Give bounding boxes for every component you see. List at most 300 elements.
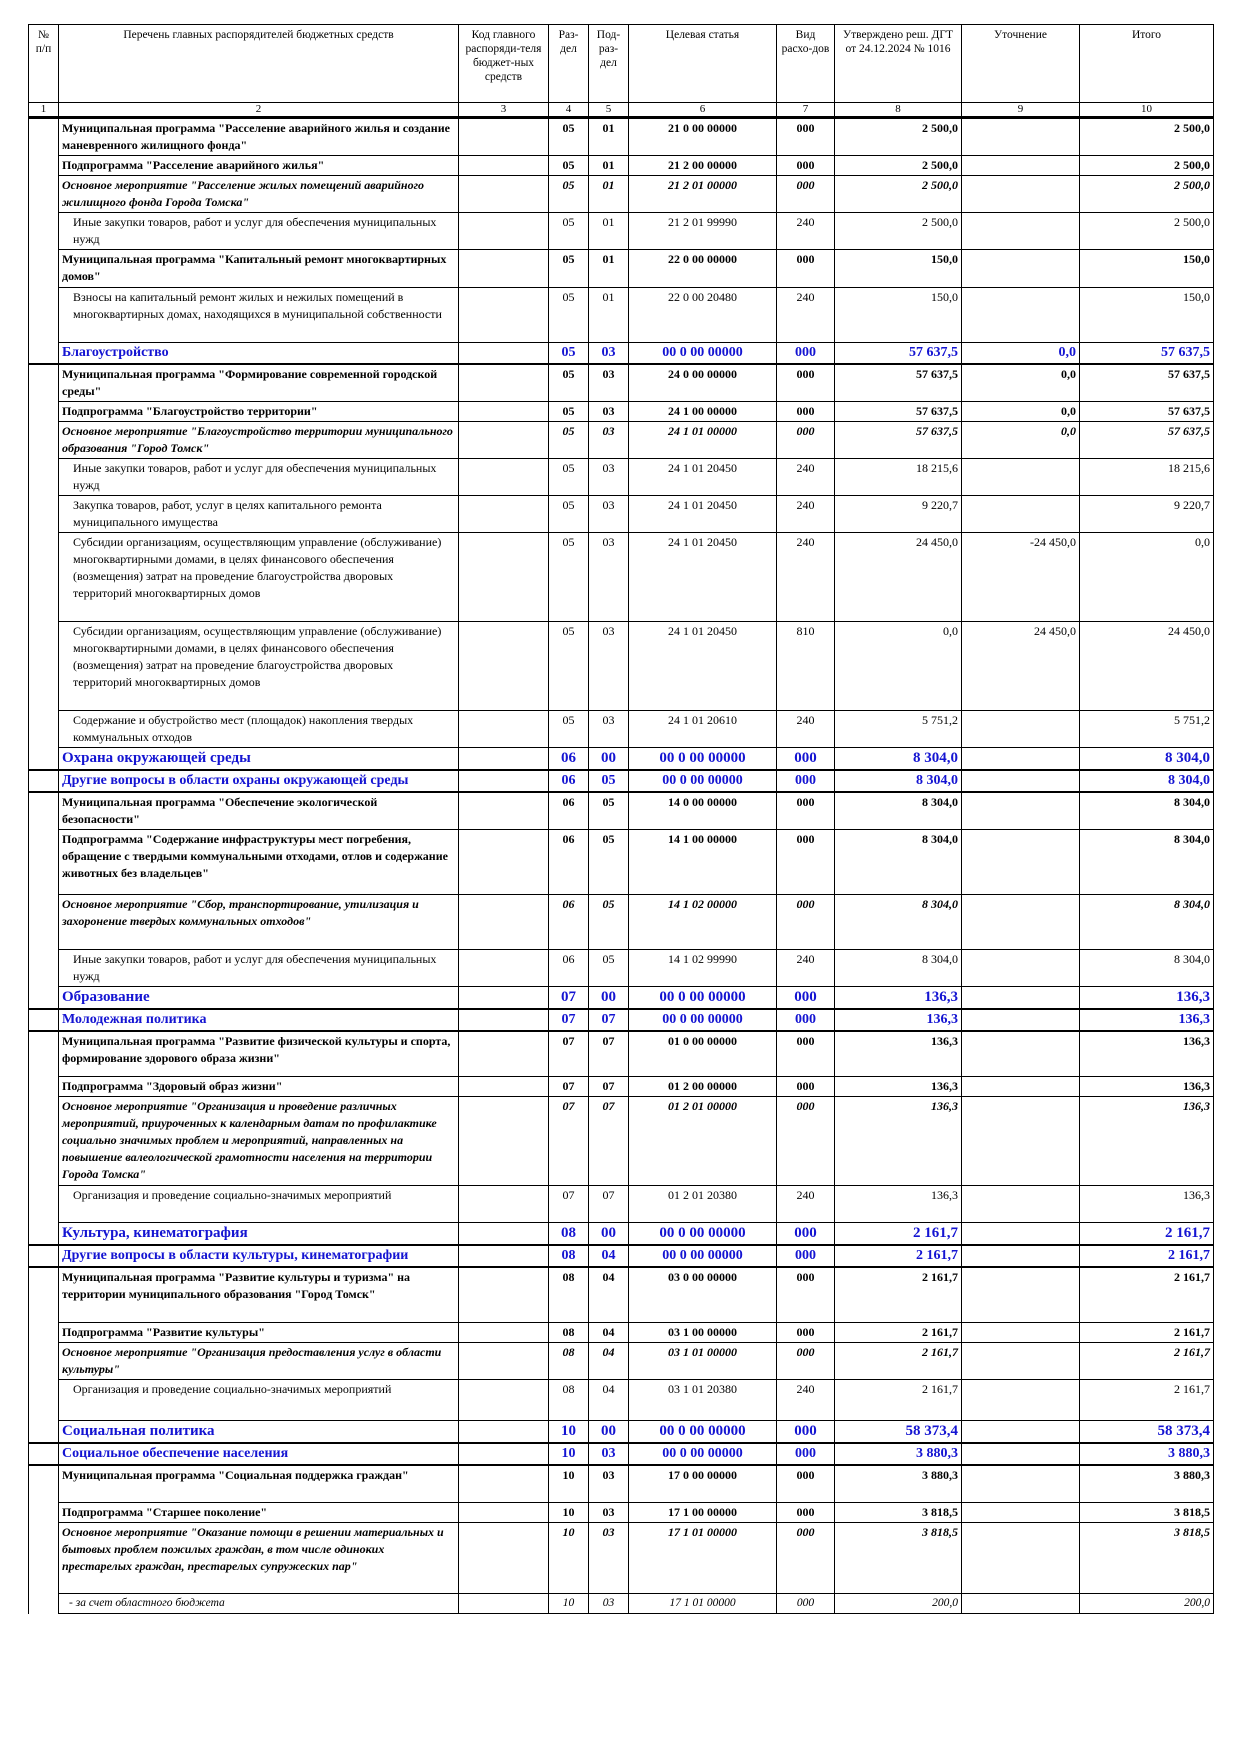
- row-razdel-cell: 08: [549, 1323, 589, 1343]
- row-number-cell: [29, 343, 59, 365]
- row-razdel-cell: 06: [549, 895, 589, 950]
- row-razdel-cell: 06: [549, 792, 589, 830]
- row-target-cell: 21 0 00 00000: [629, 118, 777, 156]
- row-expense-type-cell: 000: [777, 176, 835, 213]
- table-row: [29, 830, 1214, 895]
- row-podrazdel-cell: 04: [589, 1245, 629, 1267]
- row-total-cell: 200,0: [1080, 1594, 1214, 1614]
- table-row: [29, 1186, 1214, 1223]
- table-row: [29, 364, 1214, 402]
- row-target-cell: 00 0 00 00000: [629, 1443, 777, 1465]
- row-correction-cell: [962, 1267, 1080, 1323]
- row-correction-cell: [962, 1186, 1080, 1223]
- row-code-cell: [459, 770, 549, 792]
- budget-table: [28, 24, 1214, 1614]
- row-razdel-cell: 10: [549, 1421, 589, 1444]
- row-name-cell: - за счет областного бюджета: [59, 1594, 459, 1614]
- row-code-cell: [459, 402, 549, 422]
- row-number-cell: [29, 288, 59, 343]
- table-row: [29, 156, 1214, 176]
- row-name-cell: Подпрограмма "Развитие культуры": [59, 1323, 459, 1343]
- row-correction-cell: [962, 288, 1080, 343]
- row-approved-cell: 136,3: [835, 1077, 962, 1097]
- row-podrazdel-cell: 03: [589, 1443, 629, 1465]
- row-razdel-cell: 06: [549, 748, 589, 771]
- row-correction-cell: [962, 118, 1080, 156]
- row-target-cell: 17 1 01 00000: [629, 1594, 777, 1614]
- row-razdel-cell: 06: [549, 830, 589, 895]
- row-razdel-cell: 05: [549, 711, 589, 748]
- row-approved-cell: 18 215,6: [835, 459, 962, 496]
- table-row: [29, 622, 1214, 711]
- row-code-cell: [459, 950, 549, 987]
- row-target-cell: 00 0 00 00000: [629, 748, 777, 771]
- row-razdel-cell: 08: [549, 1343, 589, 1380]
- row-expense-type-cell: 000: [777, 1245, 835, 1267]
- row-approved-cell: 9 220,7: [835, 496, 962, 533]
- row-code-cell: [459, 987, 549, 1010]
- row-correction-cell: 0,0: [962, 364, 1080, 402]
- row-number-cell: [29, 1443, 59, 1465]
- row-number-cell: [29, 364, 59, 402]
- col-header-approved: Утверждено реш. ДГТ от 24.12.2024 № 1016: [835, 25, 962, 103]
- table-row: [29, 792, 1214, 830]
- row-number-cell: [29, 1245, 59, 1267]
- row-code-cell: [459, 1323, 549, 1343]
- row-name-cell: Муниципальная программа "Развитие культуры и туризма" на территории муниципального образования "Город Томск": [59, 1267, 459, 1323]
- row-correction-cell: [962, 1031, 1080, 1077]
- row-number-cell: [29, 1594, 59, 1614]
- row-total-cell: 8 304,0: [1080, 950, 1214, 987]
- table-row: [29, 343, 1214, 365]
- row-expense-type-cell: 000: [777, 770, 835, 792]
- row-total-cell: 58 373,4: [1080, 1421, 1214, 1444]
- row-razdel-cell: 07: [549, 1186, 589, 1223]
- row-expense-type-cell: 000: [777, 1503, 835, 1523]
- table-row: [29, 288, 1214, 343]
- row-target-cell: 14 1 02 99990: [629, 950, 777, 987]
- row-code-cell: [459, 1223, 549, 1246]
- row-number-cell: [29, 748, 59, 771]
- row-razdel-cell: 05: [549, 364, 589, 402]
- row-podrazdel-cell: 04: [589, 1267, 629, 1323]
- row-correction-cell: [962, 830, 1080, 895]
- table-row: [29, 987, 1214, 1010]
- row-number-cell: [29, 622, 59, 711]
- table-row: [29, 459, 1214, 496]
- row-target-cell: 00 0 00 00000: [629, 1223, 777, 1246]
- col-number: 5: [589, 103, 629, 118]
- row-name-cell: Подпрограмма "Благоустройство территории": [59, 402, 459, 422]
- row-correction-cell: [962, 459, 1080, 496]
- row-correction-cell: [962, 496, 1080, 533]
- row-razdel-cell: 10: [549, 1594, 589, 1614]
- row-correction-cell: [962, 1421, 1080, 1444]
- row-name-cell: Подпрограмма "Расселение аварийного жилья": [59, 156, 459, 176]
- row-correction-cell: [962, 1465, 1080, 1503]
- row-target-cell: 03 1 00 00000: [629, 1323, 777, 1343]
- row-total-cell: 3 880,3: [1080, 1465, 1214, 1503]
- row-podrazdel-cell: 01: [589, 213, 629, 250]
- row-total-cell: 8 304,0: [1080, 748, 1214, 771]
- row-total-cell: 2 161,7: [1080, 1343, 1214, 1380]
- row-number-cell: [29, 830, 59, 895]
- row-correction-cell: [962, 895, 1080, 950]
- row-podrazdel-cell: 03: [589, 1503, 629, 1523]
- row-code-cell: [459, 533, 549, 622]
- row-podrazdel-cell: 00: [589, 987, 629, 1010]
- row-correction-cell: 0,0: [962, 343, 1080, 365]
- row-correction-cell: [962, 1343, 1080, 1380]
- row-target-cell: 01 2 00 00000: [629, 1077, 777, 1097]
- col-number: 3: [459, 103, 549, 118]
- row-razdel-cell: 05: [549, 343, 589, 365]
- col-header-podrazdel: Под-раз-дел: [589, 25, 629, 103]
- row-podrazdel-cell: 04: [589, 1343, 629, 1380]
- row-podrazdel-cell: 03: [589, 422, 629, 459]
- row-razdel-cell: 06: [549, 770, 589, 792]
- row-razdel-cell: 05: [549, 176, 589, 213]
- row-target-cell: 17 1 01 00000: [629, 1523, 777, 1594]
- row-approved-cell: 2 500,0: [835, 176, 962, 213]
- row-correction-cell: [962, 156, 1080, 176]
- table-row: [29, 1009, 1214, 1031]
- row-expense-type-cell: 240: [777, 533, 835, 622]
- row-podrazdel-cell: 00: [589, 1421, 629, 1444]
- row-name-cell: Основное мероприятие "Организация предоставления услуг в области культуры": [59, 1343, 459, 1380]
- row-code-cell: [459, 1267, 549, 1323]
- row-total-cell: 136,3: [1080, 1097, 1214, 1186]
- row-target-cell: 22 0 00 00000: [629, 250, 777, 288]
- table-row: [29, 213, 1214, 250]
- row-correction-cell: 0,0: [962, 422, 1080, 459]
- header-row: [29, 25, 1214, 103]
- row-target-cell: 24 1 01 20610: [629, 711, 777, 748]
- row-code-cell: [459, 1503, 549, 1523]
- budget-table-sheet: [28, 24, 1213, 1614]
- row-number-cell: [29, 1031, 59, 1077]
- row-podrazdel-cell: 03: [589, 1594, 629, 1614]
- row-total-cell: 2 500,0: [1080, 156, 1214, 176]
- row-target-cell: 21 2 01 99990: [629, 213, 777, 250]
- row-number-cell: [29, 1343, 59, 1380]
- row-total-cell: 136,3: [1080, 1077, 1214, 1097]
- row-total-cell: 136,3: [1080, 1186, 1214, 1223]
- row-correction-cell: [962, 1503, 1080, 1523]
- row-total-cell: 3 818,5: [1080, 1523, 1214, 1594]
- row-number-cell: [29, 1465, 59, 1503]
- row-code-cell: [459, 792, 549, 830]
- row-approved-cell: 8 304,0: [835, 792, 962, 830]
- row-correction-cell: [962, 250, 1080, 288]
- row-podrazdel-cell: 03: [589, 496, 629, 533]
- row-correction-cell: [962, 1594, 1080, 1614]
- row-approved-cell: 3 818,5: [835, 1523, 962, 1594]
- row-number-cell: [29, 1323, 59, 1343]
- row-approved-cell: 136,3: [835, 1031, 962, 1077]
- table-row: [29, 1380, 1214, 1421]
- row-podrazdel-cell: 00: [589, 1223, 629, 1246]
- row-expense-type-cell: 000: [777, 1443, 835, 1465]
- row-name-cell: Основное мероприятие "Благоустройство территории муниципального образования "Город Томск": [59, 422, 459, 459]
- row-total-cell: 2 161,7: [1080, 1323, 1214, 1343]
- row-name-cell: Основное мероприятие "Сбор, транспортирование, утилизация и захоронение твердых коммунальных отходов": [59, 895, 459, 950]
- row-approved-cell: 8 304,0: [835, 770, 962, 792]
- row-correction-cell: [962, 1009, 1080, 1031]
- row-number-cell: [29, 711, 59, 748]
- table-row: [29, 1267, 1214, 1323]
- row-number-cell: [29, 176, 59, 213]
- table-row: [29, 1245, 1214, 1267]
- row-podrazdel-cell: 07: [589, 1009, 629, 1031]
- row-name-cell: Основное мероприятие "Расселение жилых помещений аварийного жилищного фонда Города Томска": [59, 176, 459, 213]
- row-razdel-cell: 05: [549, 622, 589, 711]
- row-approved-cell: 150,0: [835, 288, 962, 343]
- row-razdel-cell: 05: [549, 118, 589, 156]
- col-header-code: Код главного распоряди-теля бюджет-ных средств: [459, 25, 549, 103]
- row-name-cell: Другие вопросы в области культуры, кинематографии: [59, 1245, 459, 1267]
- row-correction-cell: [962, 1380, 1080, 1421]
- row-podrazdel-cell: 07: [589, 1077, 629, 1097]
- row-razdel-cell: 05: [549, 156, 589, 176]
- row-approved-cell: 136,3: [835, 987, 962, 1010]
- row-total-cell: 136,3: [1080, 1031, 1214, 1077]
- row-approved-cell: 57 637,5: [835, 343, 962, 365]
- row-name-cell: Организация и проведение социально-значимых мероприятий: [59, 1186, 459, 1223]
- row-razdel-cell: 07: [549, 1077, 589, 1097]
- row-approved-cell: 57 637,5: [835, 402, 962, 422]
- row-name-cell: Образование: [59, 987, 459, 1010]
- row-code-cell: [459, 118, 549, 156]
- row-total-cell: 57 637,5: [1080, 402, 1214, 422]
- table-row: [29, 1223, 1214, 1246]
- row-correction-cell: [962, 1223, 1080, 1246]
- row-approved-cell: 8 304,0: [835, 748, 962, 771]
- row-total-cell: 2 161,7: [1080, 1267, 1214, 1323]
- row-razdel-cell: 08: [549, 1380, 589, 1421]
- row-target-cell: 24 1 01 20450: [629, 496, 777, 533]
- row-correction-cell: [962, 1443, 1080, 1465]
- row-podrazdel-cell: 03: [589, 533, 629, 622]
- row-approved-cell: 150,0: [835, 250, 962, 288]
- row-approved-cell: 0,0: [835, 622, 962, 711]
- row-total-cell: 57 637,5: [1080, 422, 1214, 459]
- table-row: [29, 770, 1214, 792]
- row-expense-type-cell: 240: [777, 288, 835, 343]
- row-number-cell: [29, 987, 59, 1010]
- row-number-cell: [29, 496, 59, 533]
- row-razdel-cell: 10: [549, 1465, 589, 1503]
- row-total-cell: 2 161,7: [1080, 1223, 1214, 1246]
- row-podrazdel-cell: 01: [589, 118, 629, 156]
- row-approved-cell: 136,3: [835, 1009, 962, 1031]
- row-total-cell: 8 304,0: [1080, 895, 1214, 950]
- col-header-name: Перечень главных распорядителей бюджетных средств: [59, 25, 459, 103]
- row-total-cell: 57 637,5: [1080, 343, 1214, 365]
- row-correction-cell: [962, 770, 1080, 792]
- row-approved-cell: 136,3: [835, 1186, 962, 1223]
- row-podrazdel-cell: 05: [589, 770, 629, 792]
- row-name-cell: Муниципальная программа "Развитие физической культуры и спорта, формирование здорового образа жизни": [59, 1031, 459, 1077]
- row-target-cell: 03 0 00 00000: [629, 1267, 777, 1323]
- row-razdel-cell: 07: [549, 987, 589, 1010]
- row-razdel-cell: 05: [549, 422, 589, 459]
- row-podrazdel-cell: 00: [589, 748, 629, 771]
- row-code-cell: [459, 1031, 549, 1077]
- row-total-cell: 2 500,0: [1080, 213, 1214, 250]
- row-total-cell: 24 450,0: [1080, 622, 1214, 711]
- row-approved-cell: 57 637,5: [835, 364, 962, 402]
- row-expense-type-cell: 000: [777, 1031, 835, 1077]
- row-number-cell: [29, 1009, 59, 1031]
- row-target-cell: 17 0 00 00000: [629, 1465, 777, 1503]
- row-number-cell: [29, 1097, 59, 1186]
- row-approved-cell: 58 373,4: [835, 1421, 962, 1444]
- row-target-cell: 24 1 01 20450: [629, 533, 777, 622]
- row-target-cell: 14 0 00 00000: [629, 792, 777, 830]
- row-number-cell: [29, 118, 59, 156]
- row-code-cell: [459, 343, 549, 365]
- row-target-cell: 22 0 00 20480: [629, 288, 777, 343]
- row-podrazdel-cell: 03: [589, 343, 629, 365]
- row-name-cell: Социальная политика: [59, 1421, 459, 1444]
- table-row: [29, 895, 1214, 950]
- row-name-cell: Субсидии организациям, осуществляющим управление (обслуживание) многоквартирными домами, в целях финансового обеспечения (возмещения) затрат на проведение благоустройства дворовых территорий многоквартирных домов: [59, 533, 459, 622]
- col-header-total: Итого: [1080, 25, 1214, 103]
- row-target-cell: 17 1 00 00000: [629, 1503, 777, 1523]
- row-name-cell: Охрана окружающей среды: [59, 748, 459, 771]
- row-number-cell: [29, 950, 59, 987]
- row-target-cell: 24 1 01 00000: [629, 422, 777, 459]
- row-name-cell: Муниципальная программа "Обеспечение экологической безопасности": [59, 792, 459, 830]
- row-number-cell: [29, 156, 59, 176]
- table-row: [29, 711, 1214, 748]
- row-total-cell: 2 500,0: [1080, 176, 1214, 213]
- row-razdel-cell: 07: [549, 1009, 589, 1031]
- row-number-cell: [29, 1421, 59, 1444]
- row-razdel-cell: 10: [549, 1523, 589, 1594]
- row-approved-cell: 2 500,0: [835, 118, 962, 156]
- row-expense-type-cell: 000: [777, 422, 835, 459]
- row-expense-type-cell: 240: [777, 1186, 835, 1223]
- row-number-cell: [29, 895, 59, 950]
- row-code-cell: [459, 1343, 549, 1380]
- row-razdel-cell: 05: [549, 459, 589, 496]
- table-row: [29, 496, 1214, 533]
- row-expense-type-cell: 000: [777, 250, 835, 288]
- table-row: [29, 176, 1214, 213]
- row-total-cell: 5 751,2: [1080, 711, 1214, 748]
- row-target-cell: 00 0 00 00000: [629, 1421, 777, 1444]
- row-podrazdel-cell: 03: [589, 402, 629, 422]
- row-correction-cell: [962, 987, 1080, 1010]
- row-name-cell: Благоустройство: [59, 343, 459, 365]
- row-total-cell: 2 500,0: [1080, 118, 1214, 156]
- col-number: 9: [962, 103, 1080, 118]
- row-expense-type-cell: 240: [777, 711, 835, 748]
- row-name-cell: Молодежная политика: [59, 1009, 459, 1031]
- row-expense-type-cell: 000: [777, 1009, 835, 1031]
- row-code-cell: [459, 422, 549, 459]
- col-header-num: № п/п: [29, 25, 59, 103]
- row-name-cell: Иные закупки товаров, работ и услуг для обеспечения муниципальных нужд: [59, 950, 459, 987]
- row-target-cell: 21 2 00 00000: [629, 156, 777, 176]
- row-podrazdel-cell: 04: [589, 1323, 629, 1343]
- row-code-cell: [459, 830, 549, 895]
- row-expense-type-cell: 000: [777, 792, 835, 830]
- col-number: 7: [777, 103, 835, 118]
- row-target-cell: 14 1 00 00000: [629, 830, 777, 895]
- row-name-cell: Содержание и обустройство мест (площадок) накопления твердых коммунальных отходов: [59, 711, 459, 748]
- row-target-cell: 24 1 00 00000: [629, 402, 777, 422]
- row-expense-type-cell: 000: [777, 364, 835, 402]
- row-podrazdel-cell: 01: [589, 176, 629, 213]
- table-row: [29, 1343, 1214, 1380]
- row-podrazdel-cell: 05: [589, 950, 629, 987]
- col-header-razdel: Раз-дел: [549, 25, 589, 103]
- col-header-expense-type: Вид расхо-дов: [777, 25, 835, 103]
- table-row: [29, 402, 1214, 422]
- row-correction-cell: [962, 1323, 1080, 1343]
- row-approved-cell: 2 161,7: [835, 1245, 962, 1267]
- row-target-cell: 00 0 00 00000: [629, 1009, 777, 1031]
- col-number: 8: [835, 103, 962, 118]
- row-expense-type-cell: 240: [777, 496, 835, 533]
- row-podrazdel-cell: 07: [589, 1186, 629, 1223]
- row-approved-cell: 3 880,3: [835, 1465, 962, 1503]
- row-correction-cell: -24 450,0: [962, 533, 1080, 622]
- row-podrazdel-cell: 05: [589, 792, 629, 830]
- row-name-cell: Муниципальная программа "Формирование современной городской среды": [59, 364, 459, 402]
- row-name-cell: Подпрограмма "Старшее поколение": [59, 1503, 459, 1523]
- row-code-cell: [459, 288, 549, 343]
- table-row: [29, 1323, 1214, 1343]
- row-razdel-cell: 08: [549, 1245, 589, 1267]
- row-podrazdel-cell: 07: [589, 1097, 629, 1186]
- row-razdel-cell: 05: [549, 213, 589, 250]
- row-approved-cell: 8 304,0: [835, 950, 962, 987]
- row-razdel-cell: 05: [549, 250, 589, 288]
- row-total-cell: 3 818,5: [1080, 1503, 1214, 1523]
- table-row: [29, 1503, 1214, 1523]
- row-target-cell: 21 2 01 00000: [629, 176, 777, 213]
- row-expense-type-cell: 240: [777, 213, 835, 250]
- row-code-cell: [459, 622, 549, 711]
- col-number: 2: [59, 103, 459, 118]
- row-target-cell: 03 1 01 20380: [629, 1380, 777, 1421]
- row-razdel-cell: 07: [549, 1097, 589, 1186]
- row-expense-type-cell: 240: [777, 459, 835, 496]
- row-approved-cell: 2 500,0: [835, 156, 962, 176]
- row-expense-type-cell: 000: [777, 987, 835, 1010]
- row-correction-cell: [962, 950, 1080, 987]
- row-razdel-cell: 05: [549, 402, 589, 422]
- row-correction-cell: [962, 1097, 1080, 1186]
- row-podrazdel-cell: 03: [589, 622, 629, 711]
- row-razdel-cell: 10: [549, 1503, 589, 1523]
- row-code-cell: [459, 748, 549, 771]
- row-expense-type-cell: 240: [777, 950, 835, 987]
- row-name-cell: Иные закупки товаров, работ и услуг для обеспечения муниципальных нужд: [59, 459, 459, 496]
- table-row: [29, 1421, 1214, 1444]
- row-approved-cell: 3 880,3: [835, 1443, 962, 1465]
- row-approved-cell: 2 161,7: [835, 1223, 962, 1246]
- row-target-cell: 24 1 01 20450: [629, 622, 777, 711]
- row-code-cell: [459, 1077, 549, 1097]
- row-expense-type-cell: 000: [777, 1267, 835, 1323]
- col-header-correction: Уточнение: [962, 25, 1080, 103]
- row-razdel-cell: 10: [549, 1443, 589, 1465]
